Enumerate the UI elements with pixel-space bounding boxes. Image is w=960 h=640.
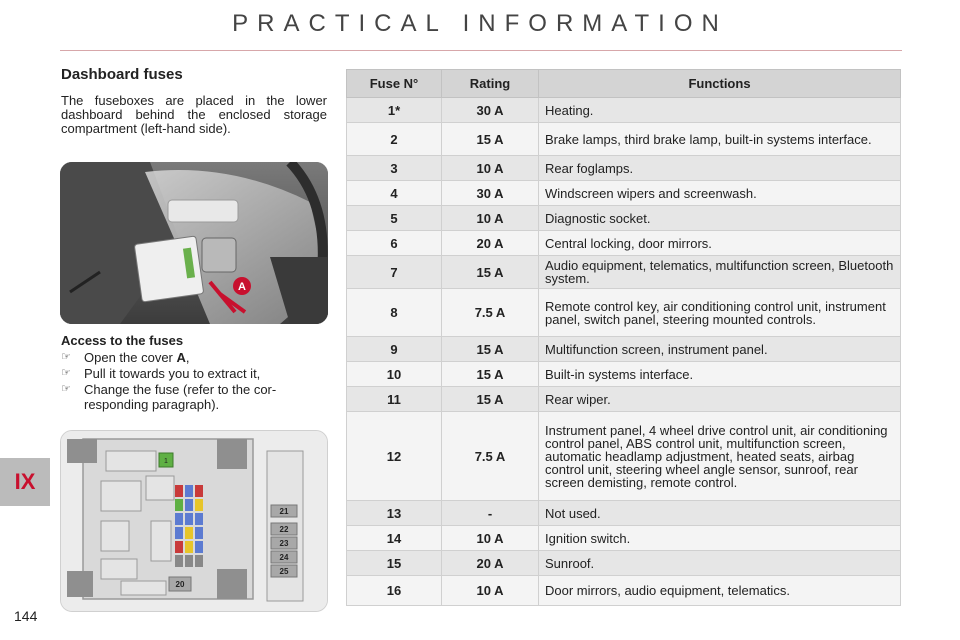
fuse-function: Built-in systems interface.: [539, 362, 901, 387]
table-row: [347, 206, 901, 231]
fuse-rating: 15 A: [442, 256, 539, 289]
column-header-functions: Functions: [539, 70, 901, 98]
fuse-number: 4: [347, 181, 442, 206]
fusebox-diagram: [60, 430, 328, 612]
fuse-function: Not used.: [539, 501, 901, 526]
finger-pointer-icon: ☞: [61, 367, 71, 379]
fuse-function: Remote control key, air conditioning control unit, instrument panel, switch panel, steering mounted controls.: [539, 289, 901, 337]
fuse-rating: 10 A: [442, 576, 539, 606]
table-row: [347, 181, 901, 206]
fuse-number: 12: [347, 412, 442, 501]
section-title: Dashboard fuses: [61, 66, 183, 83]
cover-label: A: [176, 350, 186, 365]
dashboard-photo-illustration: [60, 162, 328, 324]
fuse-rating: 20 A: [442, 551, 539, 576]
fuse-23-label: 23: [279, 539, 289, 548]
table-row: [347, 576, 901, 606]
fuse-rating: 10 A: [442, 206, 539, 231]
access-steps: [61, 350, 327, 413]
finger-pointer-icon: ☞: [61, 351, 71, 363]
fuse-rating: 15 A: [442, 123, 539, 156]
fuse-function: Heating.: [539, 98, 901, 123]
fuse-rating: 30 A: [442, 181, 539, 206]
fuse-rating: 15 A: [442, 362, 539, 387]
page-title: PRACTICAL INFORMATION: [232, 10, 728, 37]
fuse-24-label: 24: [279, 553, 289, 562]
fuse-rating: 20 A: [442, 231, 539, 256]
fuse-number: 15: [347, 551, 442, 576]
fuse-rating: 30 A: [442, 98, 539, 123]
fuse-function: Rear foglamps.: [539, 156, 901, 181]
chapter-tab[interactable]: IX: [0, 458, 50, 506]
fuse-table: [346, 69, 901, 606]
table-row: [347, 551, 901, 576]
finger-pointer-icon: ☞: [61, 383, 71, 395]
fuse-function: Ignition switch.: [539, 526, 901, 551]
table-row: [347, 231, 901, 256]
fuse-number: 14: [347, 526, 442, 551]
fuse-number: 1*: [347, 98, 442, 123]
column-header-rating: Rating: [442, 70, 539, 98]
fuse-22-label: 22: [279, 525, 289, 534]
fuse-number: 13: [347, 501, 442, 526]
fuse-function: Windscreen wipers and screenwash.: [539, 181, 901, 206]
dashboard-fusebox-photo: [60, 162, 328, 324]
column-header-fuse: Fuse N°: [347, 70, 442, 98]
fuse-number: 11: [347, 387, 442, 412]
table-row: [347, 362, 901, 387]
access-step-text: Open the cover: [84, 350, 177, 365]
table-row: [347, 123, 901, 156]
fuse-21-label: 21: [279, 507, 289, 516]
fuse-function: Audio equipment, telematics, multifunction screen, Bluetooth system.: [539, 256, 901, 289]
fuse-number: 3: [347, 156, 442, 181]
fuse-number: 5: [347, 206, 442, 231]
page-number: 144: [14, 608, 38, 624]
fuse-number: 8: [347, 289, 442, 337]
fuse-rating: 15 A: [442, 387, 539, 412]
callout-a-label: A: [238, 281, 246, 293]
fuse-rating: 7.5 A: [442, 289, 539, 337]
access-step-1: [61, 350, 327, 365]
fusebox-diagram-illustration: [61, 431, 328, 612]
table-row: [347, 501, 901, 526]
access-step-2: [61, 366, 327, 381]
fuse-25-label: 25: [279, 567, 289, 576]
fuse-function: Brake lamps, third brake lamp, built-in systems interface.: [539, 123, 901, 156]
table-row: [347, 98, 901, 123]
fuse-function: Door mirrors, audio equipment, telematics.: [539, 576, 901, 606]
fuse-rating: -: [442, 501, 539, 526]
fuse-rating: 15 A: [442, 337, 539, 362]
access-step-text: Change the fuse (refer to the cor-responding paragraph).: [84, 382, 277, 412]
fuse-function: Diagnostic socket.: [539, 206, 901, 231]
fuse-number: 9: [347, 337, 442, 362]
fuse-1-label: 1: [164, 458, 168, 465]
fuse-function: Central locking, door mirrors.: [539, 231, 901, 256]
fuse-function: Multifunction screen, instrument panel.: [539, 337, 901, 362]
table-row: [347, 412, 901, 501]
fuse-number: 6: [347, 231, 442, 256]
table-header-row: [347, 70, 901, 98]
fuse-function: Rear wiper.: [539, 387, 901, 412]
fuse-rating: 10 A: [442, 156, 539, 181]
table-row: [347, 289, 901, 337]
access-title: Access to the fuses: [61, 333, 184, 348]
fuse-function: Instrument panel, 4 wheel drive control unit, air conditioning control panel, ABS control unit, multifunction screen, automatic headlamp adjustment, heated seats, airbag control unit, steering wheel angle sensor, sunroof, rear screen demisting, remote control.: [539, 412, 901, 501]
fuse-number: 2: [347, 123, 442, 156]
intro-paragraph: The fuseboxes are placed in the lower dashboard behind the enclosed storage compartment (left-hand side).: [61, 93, 327, 136]
fuse-number: 10: [347, 362, 442, 387]
access-step-text: Pull it towards you to extract it,: [84, 366, 261, 381]
table-row: [347, 526, 901, 551]
fuse-20-label: 20: [175, 580, 185, 589]
access-step-suffix: ,: [185, 350, 190, 365]
fuse-number: 16: [347, 576, 442, 606]
fuse-function: Sunroof.: [539, 551, 901, 576]
access-step-3: [61, 382, 327, 412]
table-row: [347, 387, 901, 412]
fuse-rating: 10 A: [442, 526, 539, 551]
table-row: [347, 256, 901, 289]
side-fuses: [271, 505, 297, 577]
table-row: [347, 337, 901, 362]
fuse-rating: 7.5 A: [442, 412, 539, 501]
header-divider: [60, 50, 902, 51]
table-row: [347, 156, 901, 181]
fuse-number: 7: [347, 256, 442, 289]
